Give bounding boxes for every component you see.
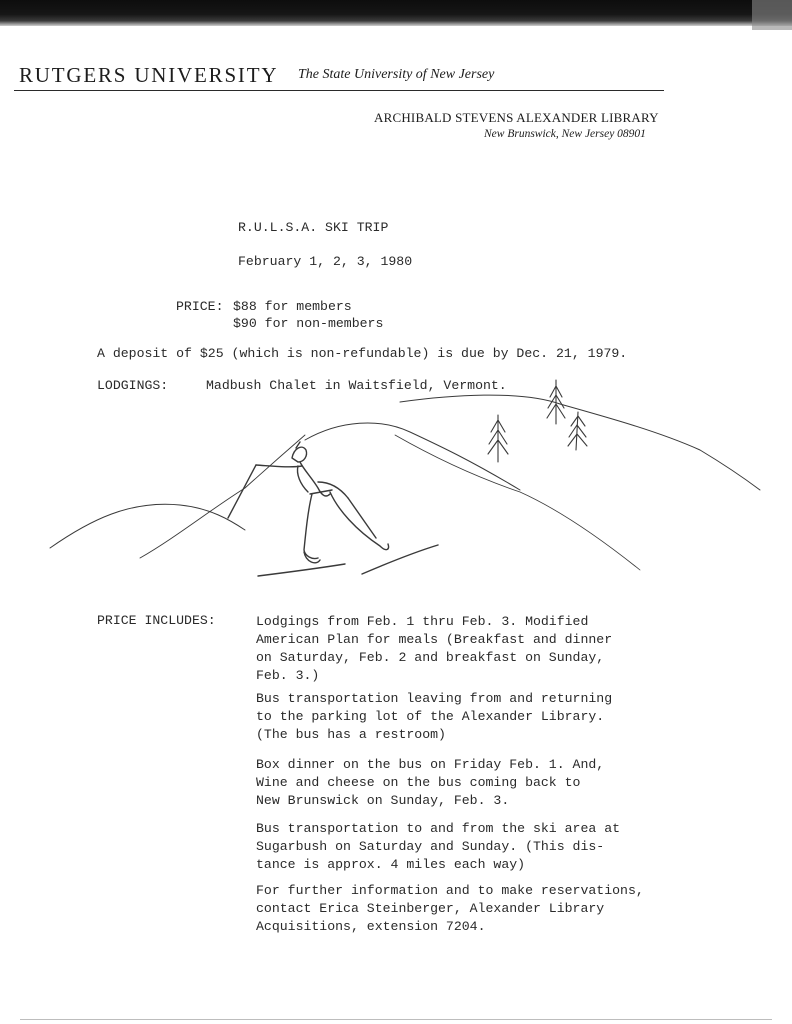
price-label: PRICE:	[176, 299, 224, 314]
pine-trees	[488, 380, 587, 462]
event-dates: February 1, 2, 3, 1980	[238, 254, 413, 269]
includes-paragraph-dinner	[256, 756, 604, 810]
includes-line: Acquisitions, extension 7204.	[256, 919, 486, 934]
includes-line: New Brunswick on Sunday, Feb. 3.	[256, 793, 510, 808]
includes-paragraph-ski-area	[256, 820, 620, 874]
includes-line: (The bus has a restroom)	[256, 727, 446, 742]
includes-line: Wine and cheese on the bus coming back to	[256, 775, 581, 790]
includes-paragraph-bus	[256, 690, 612, 744]
includes-line: Sugarbush on Saturday and Sunday. (This dis-	[256, 839, 605, 854]
includes-line: to the parking lot of the Alexander Library.	[256, 709, 605, 724]
includes-paragraph-lodgings	[256, 613, 612, 685]
includes-line: tance is approx. 4 miles each way)	[256, 857, 526, 872]
university-tagline: The State University of New Jersey	[298, 67, 495, 82]
price-non-members: $90 for non-members	[233, 316, 384, 331]
lodgings-label: LODGINGS:	[97, 378, 169, 393]
library-name: ARCHIBALD STEVENS ALEXANDER LIBRARY	[374, 110, 659, 125]
scan-top-edge	[0, 0, 792, 26]
includes-line: American Plan for meals (Breakfast and dinner	[256, 632, 613, 647]
includes-line: contact Erica Steinberger, Alexander Library	[256, 901, 605, 916]
lodgings-value: Madbush Chalet in Waitsfield, Vermont.	[206, 378, 507, 393]
includes-line: Box dinner on the bus on Friday Feb. 1. And,	[256, 757, 605, 772]
scan-corner-shadow	[752, 0, 792, 30]
university-name: RUTGERS UNIVERSITY	[19, 63, 279, 87]
scan-bottom-edge	[20, 1019, 772, 1020]
deposit-note: A deposit of $25 (which is non-refundable) is due by Dec. 21, 1979.	[97, 346, 628, 361]
skier-drawing	[0, 370, 792, 600]
price-members: $88 for members	[233, 299, 352, 314]
includes-paragraph-contact	[256, 882, 644, 936]
includes-line: For further information and to make reservations,	[256, 883, 644, 898]
letterhead-rule	[14, 90, 664, 91]
event-title: R.U.L.S.A. SKI TRIP	[238, 220, 389, 235]
library-address: New Brunswick, New Jersey 08901	[484, 128, 646, 140]
includes-line: Feb. 3.)	[256, 668, 320, 683]
includes-line: Bus transportation leaving from and returning	[256, 691, 613, 706]
skier-figure	[228, 442, 438, 576]
includes-label: PRICE INCLUDES:	[97, 613, 216, 628]
includes-line: on Saturday, Feb. 2 and breakfast on Sunday,	[256, 650, 605, 665]
includes-line: Bus transportation to and from the ski area at	[256, 821, 621, 836]
includes-line: Lodgings from Feb. 1 thru Feb. 3. Modified	[256, 614, 589, 629]
